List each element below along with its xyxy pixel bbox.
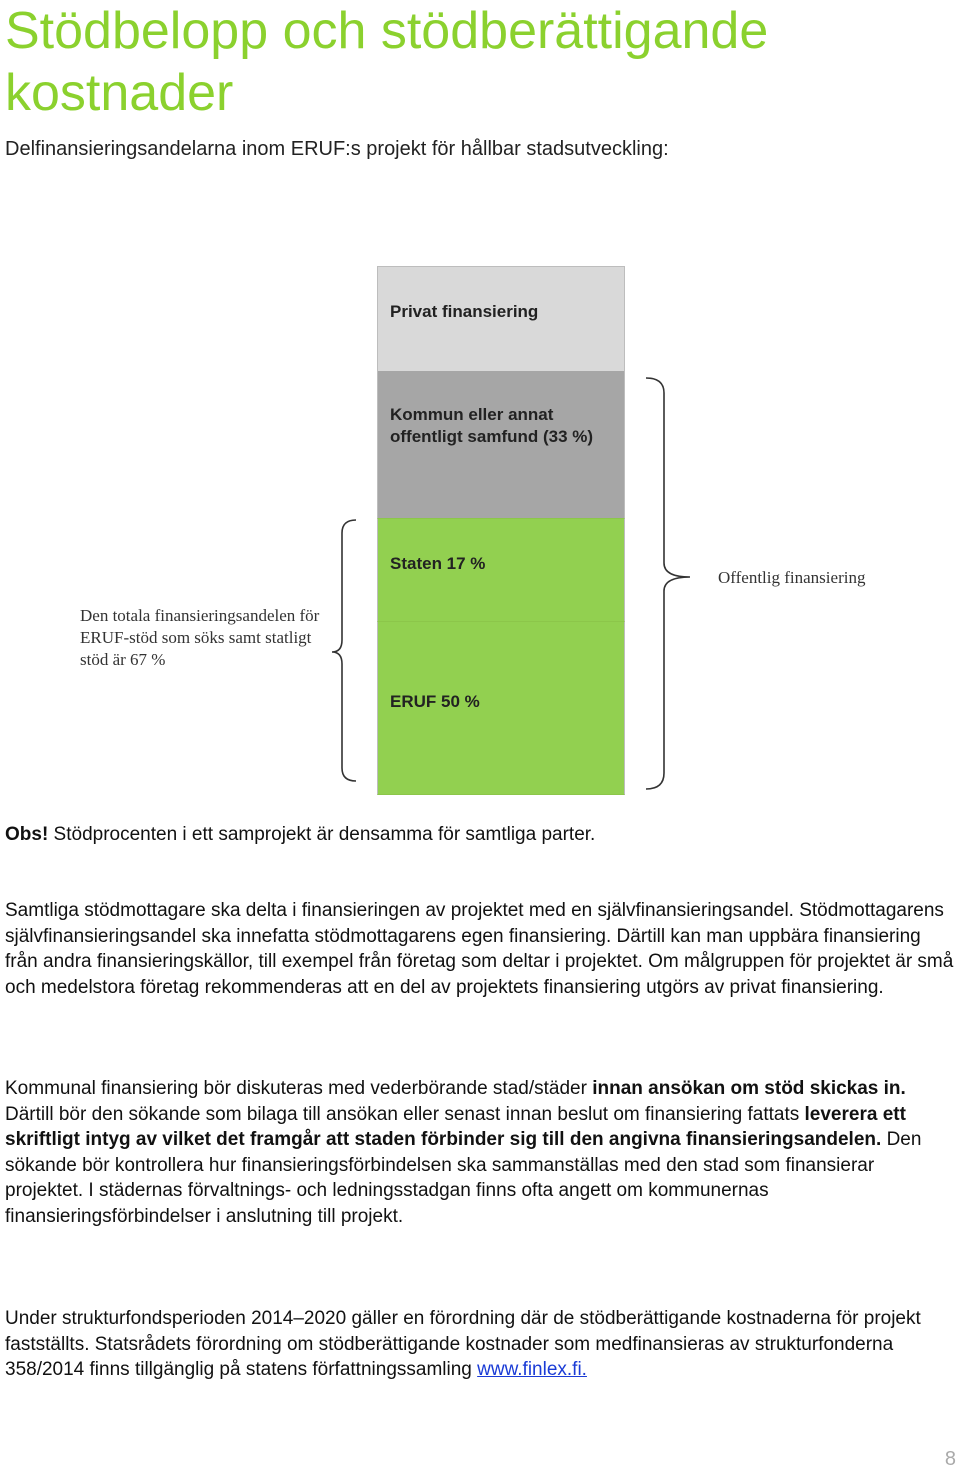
para3-text: Under strukturfondsperioden 2014–2020 gäller en förordning där de stödberättigande kostnaderna för projekt fastställts. Statsrådets förordning om stödberättigande kostnader som medfinansieras av strukturfonderna 358/2014 finns tillgänglig på statens författningssamling xyxy=(5,1308,921,1380)
right-brace xyxy=(646,378,690,789)
para2-bold-2: leverera ett skriftligt intyg av vilket det framgår att staden förbinder sig till den angivna finansieringsandelen. xyxy=(5,1103,906,1150)
segment-private-label: Privat finansiering xyxy=(390,302,539,321)
finlex-link[interactable]: www.finlex.fi. xyxy=(477,1359,587,1380)
right-brace-label: Offentlig finansiering xyxy=(718,568,866,587)
para2-part-c: Därtill bör den sökande som bilaga till ansökan eller senast innan beslut om finansiering fattats xyxy=(5,1103,805,1125)
segment-municipality-label: Kommun eller annat offentligt samfund (33 %) xyxy=(390,405,594,446)
para2-bold-1: innan ansökan om stöd skickas in. xyxy=(592,1078,906,1099)
left-brace xyxy=(332,520,356,781)
obs-text: Stödprocenten i ett samprojekt är densamma för samtliga parter. xyxy=(48,824,596,845)
paragraph-municipal-financing xyxy=(5,1076,957,1229)
para2-part-e: Den sökande bör kontrollera hur finansieringsförbindelsen ska sammanställas med den stad som finansierar projektet. I städernas förvaltnings- och ledningsstadgan finns ofta angett om kommunernas finansieringsförbindelser i anslutning till projekt. xyxy=(5,1129,922,1227)
paragraph-eligible-costs xyxy=(5,1306,957,1383)
page-title-line1: Stödbelopp och stödberättigande xyxy=(5,2,769,60)
left-brace-label: Den totala finansieringsandelen för ERUF-stöd som söks samt statligt stöd är 67 % xyxy=(80,606,320,669)
para2-part-a: Kommunal finansiering bör diskuteras med vederbörande stad/städer xyxy=(5,1078,593,1099)
segment-eruf-label: ERUF 50 % xyxy=(390,692,480,711)
diagram-intro: Delfinansieringsandelarna inom ERUF:s projekt för hållbar stadsutveckling: xyxy=(5,138,669,160)
page-title-line2: kostnader xyxy=(5,64,234,122)
segment-state-label: Staten 17 % xyxy=(390,554,486,573)
paragraph-self-financing: Samtliga stödmottagare ska delta i finansieringen av projektet med en självfinansieringsandel. Stödmottagarens självfinansieringsandel ska innefatta stödmottagarens egen finansiering. Därtill kan man uppbära finansiering från andra finansieringskällor, till exempel från företag som deltar i projektet. Om målgruppen för projektet är små och medelstora företag rekommenderas att en del av projektets finansiering utgörs av privat finansiering. xyxy=(5,900,954,998)
page-number: 8 xyxy=(944,1448,956,1470)
obs-note xyxy=(5,822,957,848)
obs-label: Obs! xyxy=(5,824,49,845)
